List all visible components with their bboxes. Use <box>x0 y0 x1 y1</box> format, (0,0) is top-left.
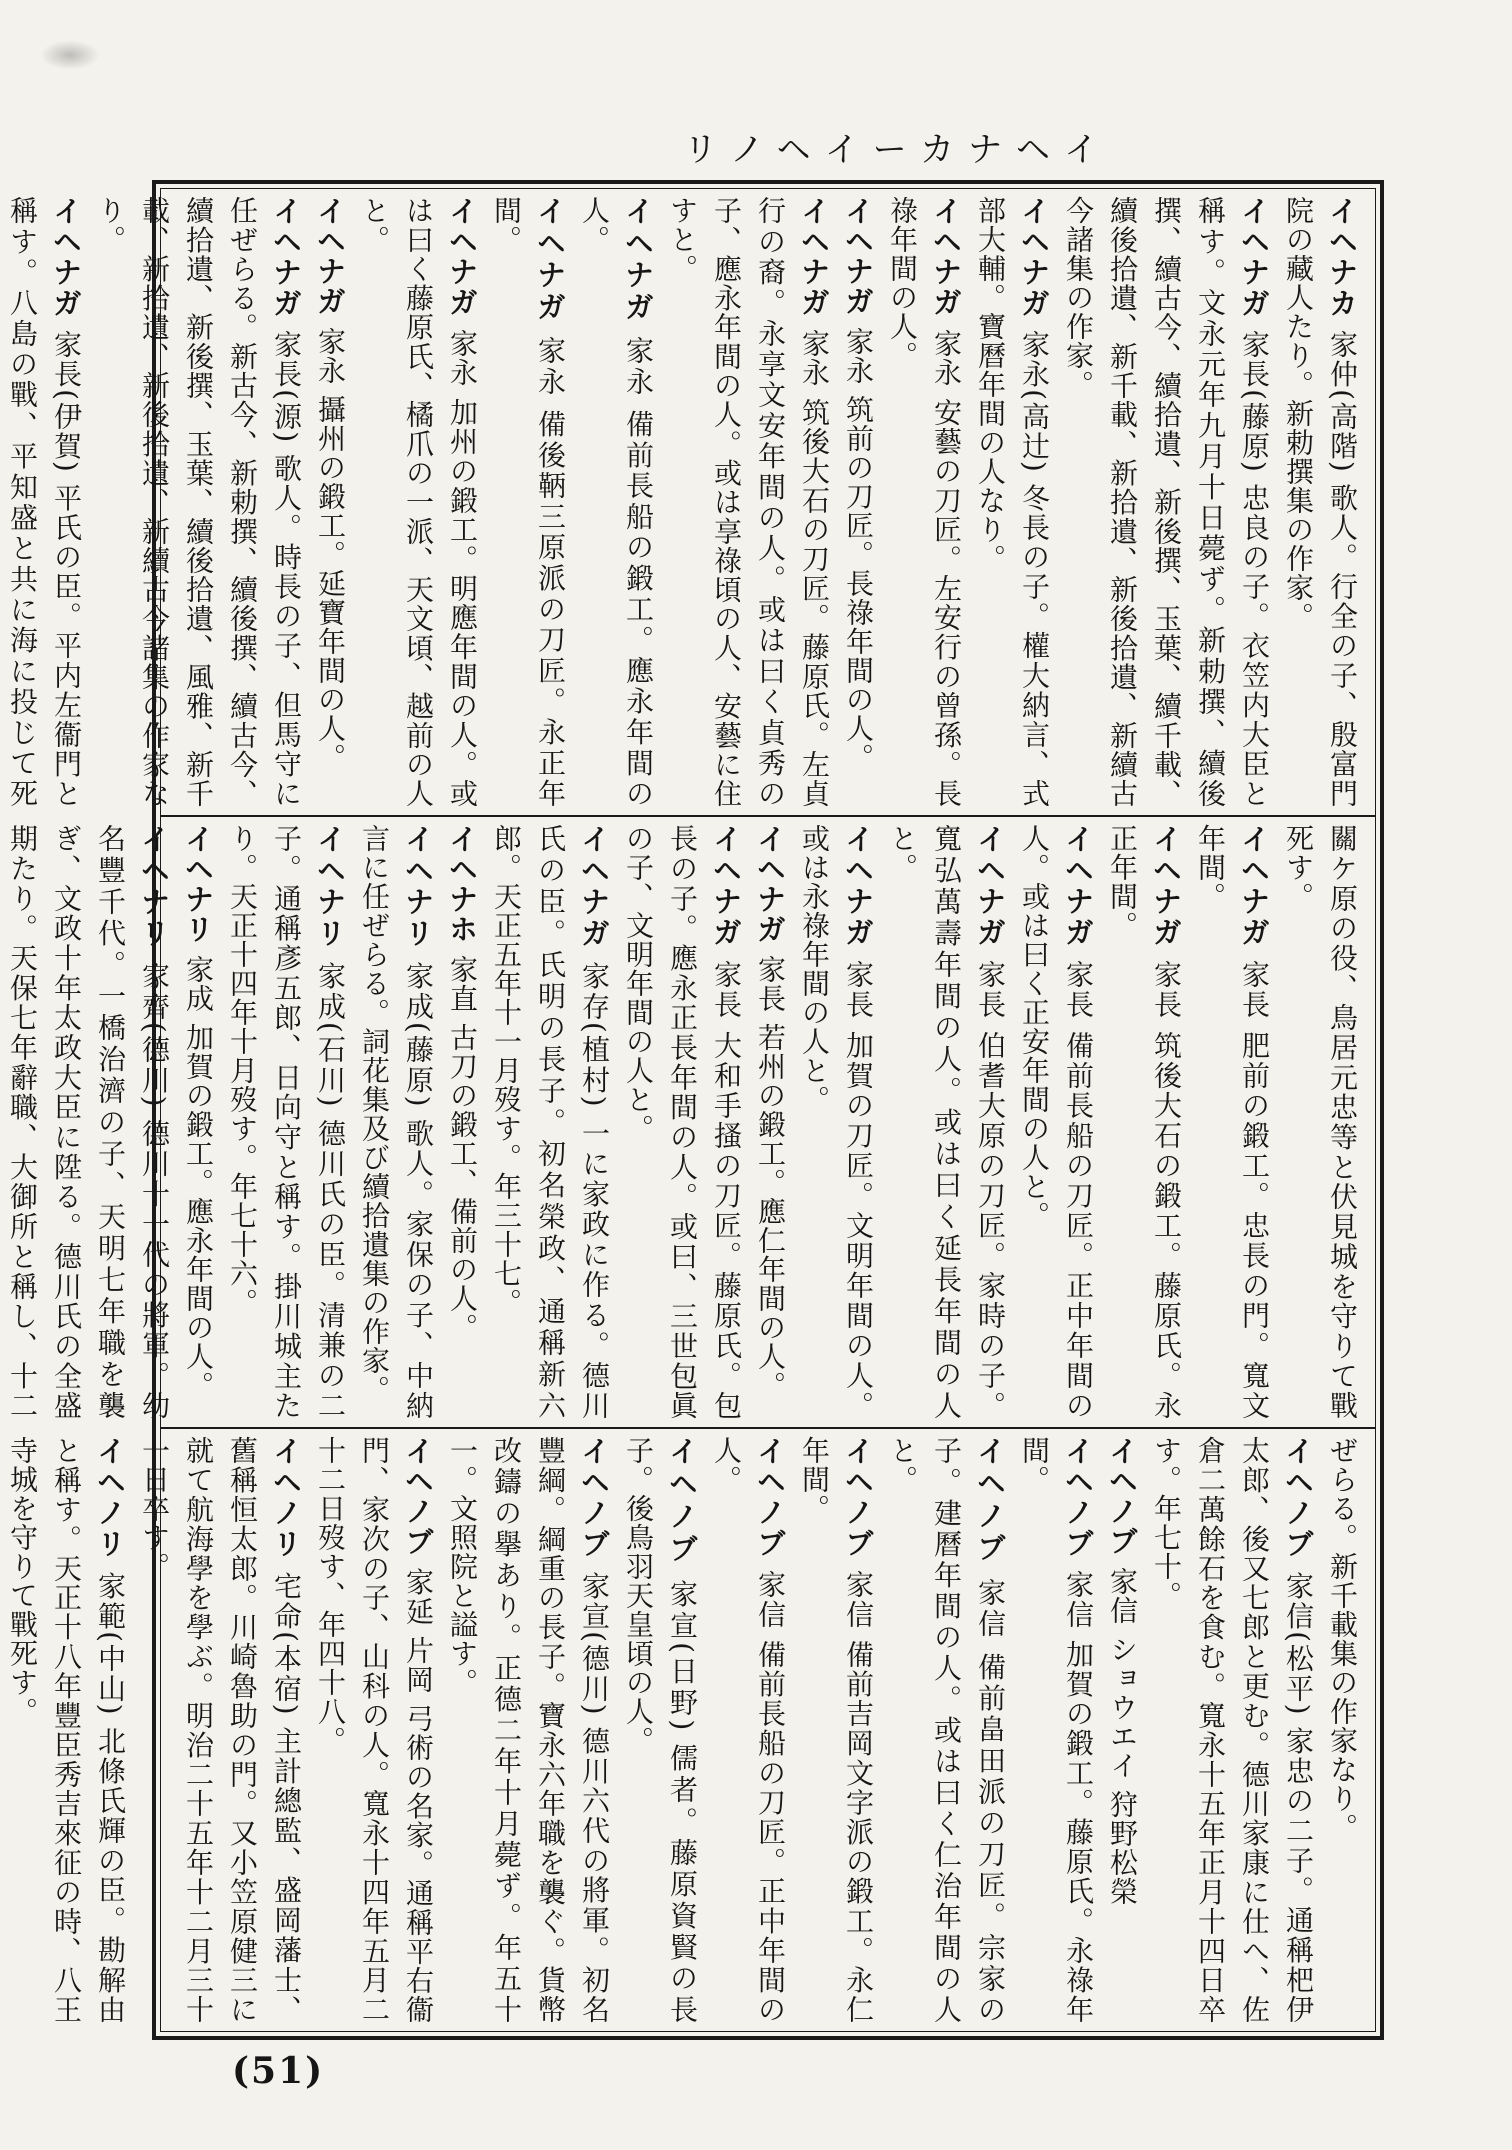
dictionary-entry <box>1276 824 1364 1420</box>
entry-text: 家永 筑後大石の刀匠。藤原氏。左貞行の裔。永享文安年間の人。或は曰く貞秀の子、應永年間の人。或は享祿頃の人、安藝に住すと。 <box>666 196 831 808</box>
entry-headword: イヘナガ <box>797 196 831 329</box>
dictionary-section-3 <box>6 1436 1364 2024</box>
section-divider-1 <box>160 815 1376 817</box>
dictionary-entry <box>616 824 748 1420</box>
entry-text: 家直 古刀の鍛工、備前の人。 <box>446 955 479 1343</box>
dictionary-entry <box>1276 196 1364 808</box>
entry-text: 家信 ショウエイ 狩野松榮 <box>1106 1567 1139 1906</box>
entry-text: 家成(石川) 德川氏の臣。清兼の二子。通稱彥五郎、日向守と稱す。掛川城主たり。天正十四年十月歿す。年七十六。 <box>226 824 347 1420</box>
dictionary-section-1 <box>6 196 1364 808</box>
entry-headword: イヘナガ <box>1017 196 1051 330</box>
entry-headword: イヘノブ <box>577 1436 611 1572</box>
entry-text: 家長 若州の鍛工。應仁年間の人。 <box>754 955 787 1401</box>
dictionary-entry <box>880 824 1012 1420</box>
entry-text: 家宣(德川) 德川六代の將軍。初名豐綱。綱重の長子。寶永六年職を襲ぐ。貨幣改鑄の擧あり。正德二年十月薨ず。年五十一。文照院と謚す。 <box>446 1436 611 2024</box>
entry-text: 家宣(日野) 儒者。藤原資賢の長子。後鳥羽天皇頃の人。 <box>622 1436 699 2024</box>
dictionary-entry <box>352 196 484 808</box>
entry-text: 家範(中山) 北條氏輝の臣。勘解由と稱す。天正十八年豐臣秀吉來征の時、八王寺城を守りて戰死す。 <box>6 1436 127 2024</box>
entry-text: 關ケ原の役、鳥居元忠等と伏見城を守りて戰死す。 <box>1282 824 1359 1420</box>
dictionary-entry <box>836 196 880 808</box>
dictionary-entry <box>308 196 352 808</box>
entry-text: 家長 大和手搔の刀匠。藤原氏。包長の子。應永正長年間の人。或曰、三世包眞の子、文明年間の人と。 <box>622 824 743 1420</box>
entry-headword: イヘナガ <box>621 196 655 337</box>
entry-headword: イヘノブ <box>401 1436 435 1568</box>
entry-text: 家仲(高階) 歌人。行全の子、殷富門院の藏人たり。新勅撰集の作家。 <box>1282 196 1359 808</box>
entry-headword: イヘナカ <box>1325 196 1359 330</box>
entry-text: 家信(松平) 家忠の二子。通稱杷伊太郎、後又七郎と更む。德川家康に仕へ、佐倉二萬餘石を食む。寬永十五年正月十四日卒す。年七十。 <box>1150 1436 1315 2024</box>
dictionary-entry <box>220 824 352 1420</box>
dictionary-entry <box>572 196 660 808</box>
entry-text: 家長(伊賀) 平氏の臣。平内左衞門と稱す。八島の戰、平知盛と共に海に投じて死 <box>6 196 83 808</box>
entry-headword: イヘナガ <box>445 196 479 329</box>
entry-text: 家長 筑後大石の鍛工。藤原氏。永正年間。 <box>1106 824 1183 1420</box>
dictionary-entry <box>88 196 308 808</box>
entry-text: 家永 備後鞆三原派の刀匠。永正年間。 <box>490 196 567 808</box>
entry-headword: イヘナリ <box>401 824 435 962</box>
entry-text: 家長(源) 歌人。時長の子、但馬守に任ぜらる。新古今、新勅撰、續後撰、續古今、續拾遺、新後撰、玉葉、續後拾遺、風雅、新千載、新拾遺、新後拾遺、新續古今諸集の作家なり。 <box>94 196 303 808</box>
dictionary-entry <box>440 1436 616 2024</box>
entry-headword: イヘナガ <box>533 196 567 337</box>
entry-headword: イヘナガ <box>269 196 303 330</box>
entry-headword: イヘノブ <box>1105 1436 1139 1568</box>
entry-text: 家信 加賀の鍛工。藤原氏。永祿年間。 <box>1018 1436 1095 2024</box>
dictionary-entry <box>1188 824 1276 1420</box>
entry-headword: イヘナガ <box>841 196 875 328</box>
entry-headword: イヘノブ <box>841 1436 875 1571</box>
entry-text: 家信 備前畠田派の刀匠。宗家の子。建曆年間の人。或は曰く仁治年間の人と。 <box>886 1436 1007 2024</box>
dictionary-entry <box>132 1436 308 2024</box>
entry-headword: イヘナガ <box>973 824 1007 961</box>
dictionary-entry <box>1144 1436 1320 2024</box>
page-number: (51) <box>232 2050 325 2092</box>
dictionary-entry <box>440 824 484 1420</box>
entry-headword: イヘナガ <box>753 824 787 956</box>
entry-headword: イヘノブ <box>753 1436 787 1571</box>
entry-text: 家信 備前長船の刀匠。正中年間の人。 <box>710 1436 787 2024</box>
section-divider-2 <box>160 1427 1376 1429</box>
entry-text: 宅命(本宿) 主計總監、盛岡藩士、舊稱恒太郎。川崎魯助の門。又小笠原健三に就て航海學を學ぶ。明治二十五年十二月三十一日卒す。 <box>138 1436 303 2024</box>
dictionary-entry <box>0 196 88 808</box>
entry-text: 家永 備前長船の鍛工。應永年間の人。 <box>578 196 655 808</box>
entry-text: 家長 備前長船の刀匠。正中年間の人。或は曰く正安年間の人と。 <box>1018 824 1095 1420</box>
entry-headword: イヘノブ <box>1061 1436 1095 1571</box>
entry-text: 家永 攝州の鍛工。延寶年間の人。 <box>314 327 347 773</box>
entry-headword: イヘナガ <box>313 196 347 328</box>
dictionary-entry <box>880 1436 1012 2024</box>
entry-headword: イヘノブ <box>665 1436 699 1580</box>
entry-text: 家永(高辻) 冬長の子。權大納言、式部大輔。寶曆年間の人なり。 <box>974 196 1051 808</box>
dictionary-entry <box>1100 1436 1144 2024</box>
entry-headword: イヘナガ <box>1061 824 1095 961</box>
entry-headword: イヘナガ <box>49 196 83 330</box>
entry-text: 家永 加州の鍛工。明應年間の人。或は曰く藤原氏、橘爪の一派、天文頃、越前の人と。 <box>358 196 479 808</box>
scan-smudge <box>40 40 100 70</box>
entry-text: 家長 伯耆大原の刀匠。家時の子。寬弘萬壽年間の人。或は曰く延長年間の人と。 <box>886 824 1007 1420</box>
entry-headword: イヘナガ <box>1237 824 1271 961</box>
dictionary-entry <box>1056 196 1276 808</box>
entry-headword: イヘナガ <box>841 824 875 961</box>
entry-text: ぜらる。新千載集の作家なり。 <box>1326 1436 1359 1842</box>
entry-headword: イヘノリ <box>93 1436 127 1572</box>
entry-headword: イヘノリ <box>269 1436 303 1572</box>
entry-text: 家成 加賀の鍛工。應永年間の人。 <box>182 955 215 1401</box>
entry-headword: イヘノブ <box>1281 1436 1315 1572</box>
dictionary-entry <box>176 824 220 1420</box>
dictionary-entry <box>968 196 1056 808</box>
entry-headword: イヘナリ <box>137 824 171 962</box>
entry-text: 家延 片岡 弓術の名家。通稱平右衞門、家次の子、山科の人。寬永十四年五月二十二日歿す、年四十八。 <box>314 1436 435 2024</box>
entry-text: 家成(藤原) 歌人。家保の子、中納言に任ぜらる。詞花集及び續拾遺集の作家。 <box>358 824 435 1420</box>
entry-text: 家長(藤原) 忠良の子。衣笠内大臣と稱す。文永元年九月十日薨ず。新勅撰、續後撰、續古今、續拾遺、新後撰、玉葉、續千載、續後拾遺、新千載、新拾遺、新後拾遺、新續古今諸集の作家。 <box>1062 196 1271 808</box>
entry-text: 家長 肥前の鍛工。忠長の門。寬文年間。 <box>1194 824 1271 1420</box>
entry-headword: イヘナガ <box>709 824 743 961</box>
dictionary-section-2 <box>6 824 1364 1420</box>
entry-headword: イヘナリ <box>181 824 215 956</box>
dictionary-entry <box>0 824 176 1420</box>
dictionary-entry <box>792 1436 880 2024</box>
dictionary-entry <box>660 196 836 808</box>
dictionary-entry <box>1100 824 1188 1420</box>
dictionary-entry <box>308 1436 440 2024</box>
dictionary-entry <box>0 1436 132 2024</box>
entry-headword: イヘナガ <box>1149 824 1183 961</box>
dictionary-entry <box>352 824 440 1420</box>
dictionary-entry <box>748 824 792 1420</box>
entry-text: 家信 備前吉岡文字派の鍛工。永仁年間。 <box>798 1436 875 2024</box>
dictionary-entry <box>616 1436 704 2024</box>
dictionary-entry <box>1012 1436 1100 2024</box>
dictionary-entry <box>1012 824 1100 1420</box>
entry-text: 家存(植村) 一に家政に作る。德川氏の臣。氏明の長子。初名榮政、通稱新六郎。天正五年十一月歿す。年三十七。 <box>490 824 611 1420</box>
running-header: リノヘイーカナヘイ <box>683 130 1112 170</box>
entry-headword: イヘナリ <box>313 824 347 962</box>
entry-headword: イヘナホ <box>445 824 479 956</box>
entry-headword: イヘナガ <box>929 196 963 329</box>
dictionary-entry <box>792 824 880 1420</box>
entry-headword: イヘナガ <box>577 824 611 962</box>
entry-headword: イヘナガ <box>1237 196 1271 330</box>
dictionary-entry <box>484 196 572 808</box>
entry-text: 家永 筑前の刀匠。長祿年間の人。 <box>842 327 875 773</box>
entry-text: 家齊(德川) 德川十一代の將軍。幼名豐千代。一橋治濟の子、天明七年職を襲ぎ、文政十年太政大臣に陞る。德川氏の全盛期たり。天保七年辭職、大御所と稱し、十二 <box>6 824 171 1420</box>
entry-headword: イヘノブ <box>973 1436 1007 1578</box>
dictionary-entry <box>880 196 968 808</box>
dictionary-entry <box>1320 1436 1364 2024</box>
dictionary-entry <box>704 1436 792 2024</box>
dictionary-entry <box>484 824 616 1420</box>
entry-text: 家長 加賀の刀匠。文明年間の人。或は永祿年間の人と。 <box>798 824 875 1420</box>
entry-text: 家永 安藝の刀匠。左安行の曾孫。長祿年間の人。 <box>886 196 963 808</box>
